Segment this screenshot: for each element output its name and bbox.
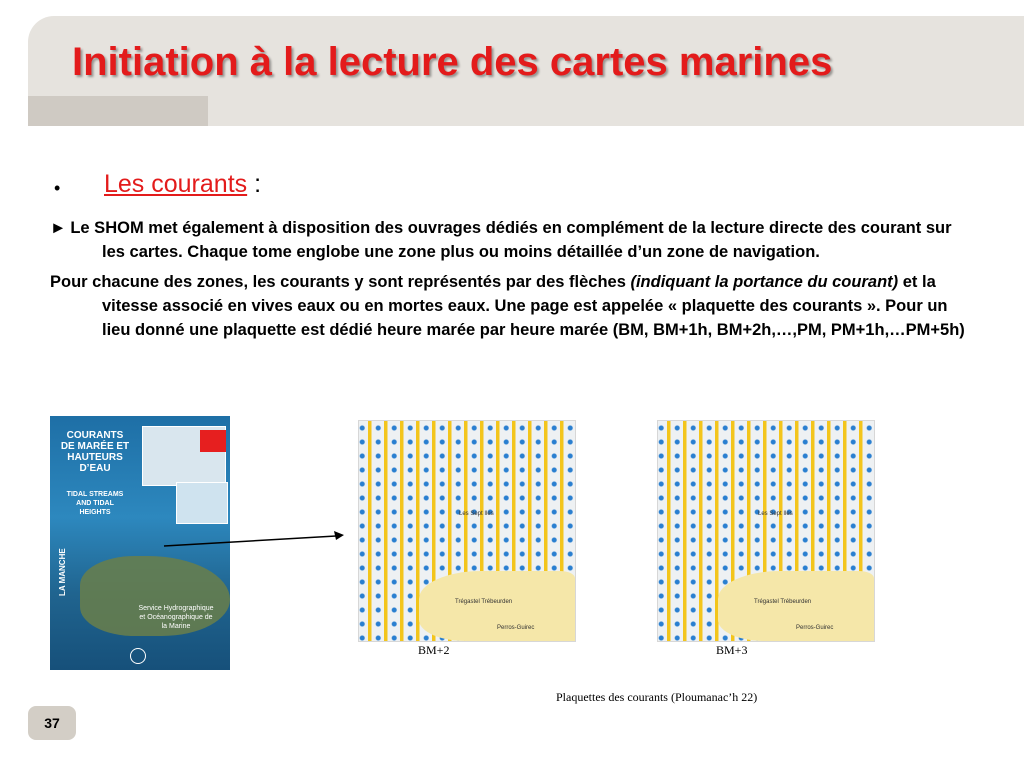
pointer-arrow <box>160 530 350 560</box>
caption-bm3: BM+3 <box>716 643 748 657</box>
cover-english-title: TIDAL STREAMS AND TIDAL HEIGHTS <box>66 491 124 516</box>
tidal-plaquette-bm2 <box>358 420 576 642</box>
cover-tag <box>200 430 226 452</box>
paragraph-zones <box>50 270 970 342</box>
place-label: Les Sept Iles <box>459 511 494 517</box>
town-label: Trégastel Trébeurden <box>754 599 812 605</box>
tidal-plaquette-bm3 <box>657 420 875 642</box>
triangle-right-icon: ► <box>50 219 67 237</box>
bullet-icon: • <box>54 178 61 198</box>
header-accent <box>28 96 208 126</box>
section-title-text: Les courants <box>104 170 248 198</box>
place-label: Les Sept Iles <box>758 511 793 517</box>
paragraph-zones-end: et la vitesse associé en vives eaux ou en mortes eaux. Une page est appelée « plaquette des courants ». Pour un lieu donné une plaquette est dédié heure marée par heure marée (BM, BM+1h, BM+2h,…,PM, PM+1h,…PM+5h) <box>102 273 965 339</box>
cover-inset-map <box>176 482 228 524</box>
section-title <box>104 172 261 196</box>
cover-seal-icon <box>130 648 146 664</box>
paragraph-shom <box>50 216 970 264</box>
cover-region: LA MANCHE <box>58 548 67 596</box>
slide-body <box>50 172 970 342</box>
cover-title: COURANTS DE MARÉE ET HAUTEURS D’EAU <box>60 430 130 474</box>
section-heading <box>50 172 970 210</box>
town-label: Trégastel Trébeurden <box>455 599 513 605</box>
paragraph-zones-italic: (indiquant la portance du courant) <box>630 273 899 291</box>
section-title-colon: : <box>247 170 262 198</box>
paragraph-zones-start: Pour chacune des zones, les courants y sont représentés par des flèches <box>50 273 631 291</box>
figure-caption: Plaquettes des courants (Ploumanac’h 22) <box>556 690 758 704</box>
page-number: 37 <box>28 706 76 740</box>
slide-title: Initiation à la lecture des cartes marines <box>72 40 833 84</box>
caption-bm2: BM+2 <box>418 643 450 657</box>
area-label: Perros-Guirec <box>796 625 834 631</box>
paragraph-shom-text: Le SHOM met également à disposition des ouvrages dédiés en complément de la lecture directe des courant sur les cartes. Chaque tome englobe une zone plus ou moins détaillée d’un zone de navigation. <box>70 219 952 261</box>
cover-publisher: Service Hydrographique et Océanographique de la Marine <box>138 605 214 630</box>
area-label: Perros-Guirec <box>497 625 535 631</box>
